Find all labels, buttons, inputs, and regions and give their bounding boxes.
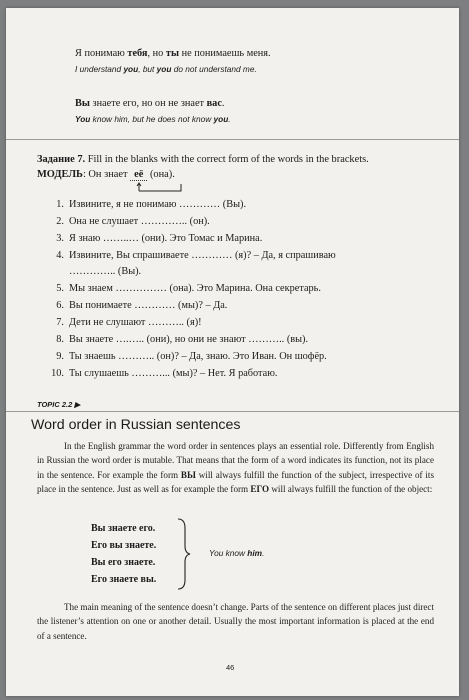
exercise-item <box>46 366 278 382</box>
word-order-example: Его знаете вы. <box>91 574 157 585</box>
paragraph-1: In the English grammar the word order in sentences plays an essential role. Differently from English in Russian the word order is mutable. That means that the form of a word indicates its function, not its place in the sentence. For example the form ВЫ will always fulfill the function of the subject, irrespective of its place in the sentence. Just as well as for example the form ЕГО will always fulfill the function of the object: <box>37 441 434 495</box>
exercise-text <box>69 214 210 230</box>
exercise-item <box>46 197 246 213</box>
model-arrow-icon <box>134 182 184 194</box>
exercise-text <box>69 231 262 247</box>
exercise-item <box>46 315 202 331</box>
exercise-line: Она не слушает ………….. (он). <box>69 216 210 227</box>
exercise-text <box>69 315 202 331</box>
exercise-number: 8. <box>56 334 64 345</box>
exercise-item <box>46 214 210 230</box>
example-1-russian: Я понимаю тебя, но ты не понимаешь меня. <box>75 48 271 59</box>
exercise-number: 3. <box>56 233 64 244</box>
example-1-english: I understand you, but you do not understand me. <box>75 64 257 74</box>
exercise-item <box>46 231 262 247</box>
exercise-line: Вы знаете ….….. (они), но они не знают ……….. (вы). <box>69 334 309 345</box>
exercise-text <box>69 332 308 348</box>
word-order-example: Его вы знаете. <box>91 540 157 551</box>
book-page <box>6 8 459 696</box>
exercise-line: Ты слушаешь ………... (мы)? – Нет. Я работаю. <box>69 368 278 379</box>
exercise-number: 6. <box>56 300 64 311</box>
exercise-item <box>46 332 308 348</box>
exercise-line: Вы понимаете ………… (мы)? – Да. <box>69 300 228 311</box>
exercise-number: 9. <box>56 351 64 362</box>
task-label: Задание 7. <box>37 154 86 165</box>
exercise-text <box>69 349 327 365</box>
translation-text: You know him. <box>209 548 265 558</box>
section-heading: Word order in Russian sentences <box>31 417 241 433</box>
example-2-english: You know him, but he does not know you. <box>75 114 231 124</box>
exercise-item <box>46 248 336 280</box>
exercise-number: 5. <box>56 283 64 294</box>
paragraph-2: The main meaning of the sentence doesn’t change. Parts of the sentence on different places just direct the listener’s attention on one or another detail. Usually the most important information is placed at the end of a sentence. <box>37 602 434 641</box>
exercise-number: 2. <box>56 216 64 227</box>
model-label: МОДЕЛЬ <box>37 169 83 180</box>
right-brace-icon <box>176 518 192 590</box>
page-number: 46 <box>226 663 235 672</box>
topic-label: TOPIC 2.2 ▶ <box>37 400 81 409</box>
section-divider <box>6 139 459 140</box>
exercise-number: 4. <box>56 250 64 261</box>
exercise-text <box>69 298 227 314</box>
word-order-example: Вы знаете его. <box>91 523 156 534</box>
exercise-line: Я знаю ……..… (они). Это Томас и Марина. <box>69 233 263 244</box>
exercise-number: 7. <box>56 317 64 328</box>
exercise-number: 10. <box>51 368 64 379</box>
exercise-text <box>69 366 278 382</box>
exercise-number: 1. <box>56 199 64 210</box>
exercise-item <box>46 349 327 365</box>
topic-divider <box>6 411 459 412</box>
exercise-text <box>69 248 336 280</box>
exercise-item <box>46 281 321 297</box>
exercise-item <box>46 298 227 314</box>
exercise-line: Извините, я не понимаю ………… (Вы). <box>69 199 247 210</box>
word-order-example: Вы его знаете. <box>91 557 156 568</box>
exercise-text <box>69 197 246 213</box>
play-arrow-icon: ▶ <box>74 400 81 409</box>
model-answer: её <box>130 169 147 181</box>
task-model: МОДЕЛЬ: Он знает её (она). <box>37 169 175 181</box>
exercise-line: Дети не слушают ……….. (я)! <box>69 317 202 328</box>
exercise-line: Ты знаешь ……….. (он)? – Да, знаю. Это Иван. Он шофёр. <box>69 351 327 362</box>
exercise-line: ………….. (Вы). <box>69 266 142 277</box>
task-instruction <box>37 154 369 165</box>
exercise-line: Мы знаем …………… (она). Это Марина. Она секретарь. <box>69 283 321 294</box>
task-instruction-text: Fill in the blanks with the correct form of the words in the brackets. <box>85 154 369 165</box>
exercise-text <box>69 281 321 297</box>
example-2-russian: Вы знаете его, но он не знает вас. <box>75 98 225 109</box>
exercise-line: Извините, Вы спрашиваете ………… (я)? – Да, я спрашиваю <box>69 250 336 261</box>
